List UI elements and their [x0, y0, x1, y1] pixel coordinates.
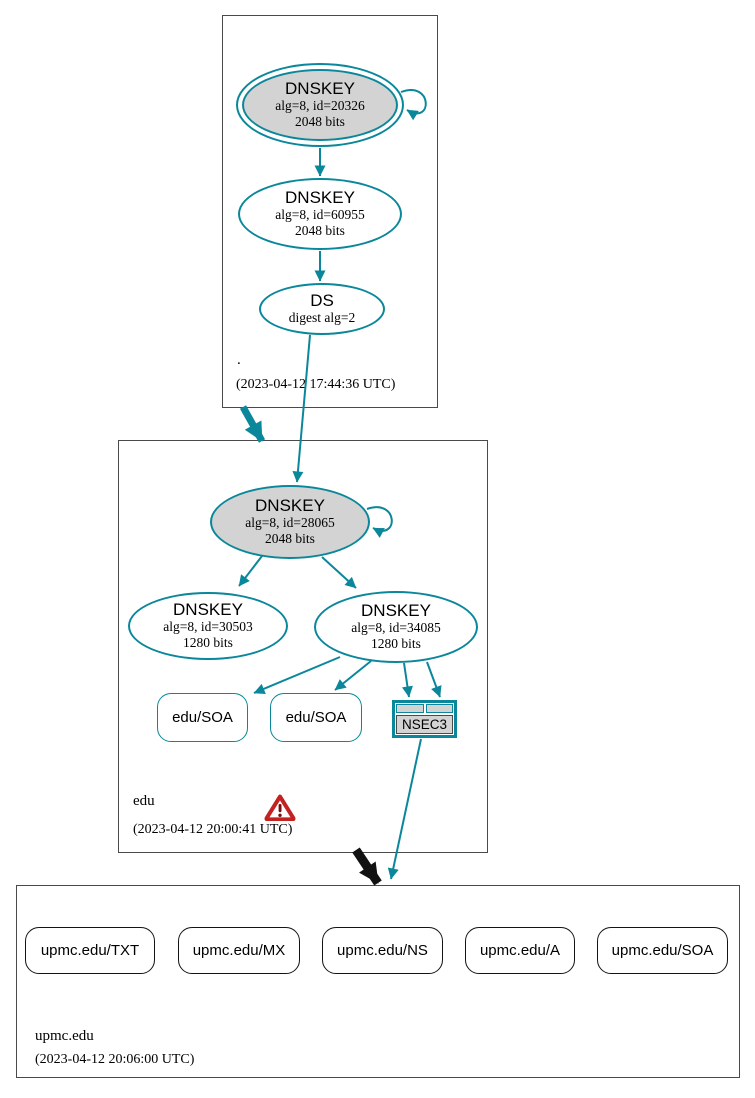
rrset-node-upmc-mx[interactable]	[178, 927, 300, 974]
node-subtitle: alg=8, id=28065	[245, 515, 335, 530]
rrset-node-upmc-a[interactable]	[465, 927, 575, 974]
node-subtitle: digest alg=2	[288, 309, 356, 325]
zone-timestamp-upmc-edu: (2023-04-12 20:06:00 UTC)	[35, 1052, 195, 1067]
edge-delegation-root-to-edu	[243, 407, 262, 441]
node-title: DNSKEY	[285, 188, 355, 208]
node-subtitle: 1280 bits	[371, 635, 421, 651]
nsec3-cell-2	[426, 704, 454, 713]
node-subtitle: 2048 bits	[265, 530, 315, 546]
dnskey-node-edu-zsk1[interactable]	[128, 592, 288, 660]
zone-timestamp-root: (2023-04-12 17:44:36 UTC)	[236, 377, 396, 392]
nsec3-cells	[396, 704, 453, 713]
dnskey-node-root-zsk[interactable]	[238, 178, 402, 250]
node-title: DNSKEY	[361, 601, 431, 621]
zone-box-upmc-edu	[16, 885, 740, 1078]
rrset-label: upmc.edu/A	[479, 942, 561, 959]
rrset-node-edu-soa-2[interactable]	[270, 693, 362, 742]
zone-timestamp-edu: (2023-04-12 20:00:41 UTC)	[133, 822, 293, 837]
node-title: DNSKEY	[173, 600, 243, 620]
rrset-node-upmc-soa[interactable]	[597, 927, 728, 974]
ds-node-edu[interactable]	[259, 283, 385, 335]
rrset-node-upmc-txt[interactable]	[25, 927, 155, 974]
rrset-node-upmc-ns[interactable]	[322, 927, 443, 974]
nsec3-node[interactable]	[392, 700, 457, 738]
nsec3-label: NSEC3	[396, 715, 453, 734]
node-subtitle: alg=8, id=30503	[163, 619, 253, 634]
rrset-label: upmc.edu/TXT	[40, 942, 140, 959]
dnskey-node-root-ksk[interactable]	[236, 63, 404, 147]
node-subtitle: alg=8, id=34085	[351, 620, 441, 635]
node-subtitle: alg=8, id=20326	[275, 98, 365, 113]
node-title: DS	[310, 291, 334, 311]
node-title: DNSKEY	[285, 79, 355, 99]
rrset-label: edu/SOA	[172, 709, 233, 726]
dnskey-node-edu-ksk[interactable]	[210, 485, 370, 559]
nsec3-cell-1	[396, 704, 424, 713]
rrset-label: upmc.edu/SOA	[611, 942, 714, 959]
zone-label-root: .	[237, 352, 241, 368]
rrset-label: upmc.edu/MX	[192, 942, 286, 959]
rrset-label: edu/SOA	[285, 709, 347, 726]
node-subtitle: 2048 bits	[295, 113, 345, 129]
rrset-label: upmc.edu/NS	[337, 942, 428, 959]
node-title: DNSKEY	[255, 496, 325, 516]
zone-label-upmc-edu: upmc.edu	[35, 1028, 94, 1044]
edge-delegation-edu-to-upmc	[356, 850, 378, 883]
node-subtitle: 1280 bits	[183, 634, 233, 650]
rrset-node-edu-soa-1[interactable]	[157, 693, 248, 742]
node-subtitle: 2048 bits	[295, 222, 345, 238]
dnskey-node-edu-zsk2[interactable]	[314, 591, 478, 663]
zone-label-edu: edu	[133, 793, 155, 809]
node-subtitle: alg=8, id=60955	[275, 207, 365, 222]
warning-icon[interactable]	[264, 794, 296, 821]
dnskey-node-root-ksk-inner	[242, 69, 398, 141]
